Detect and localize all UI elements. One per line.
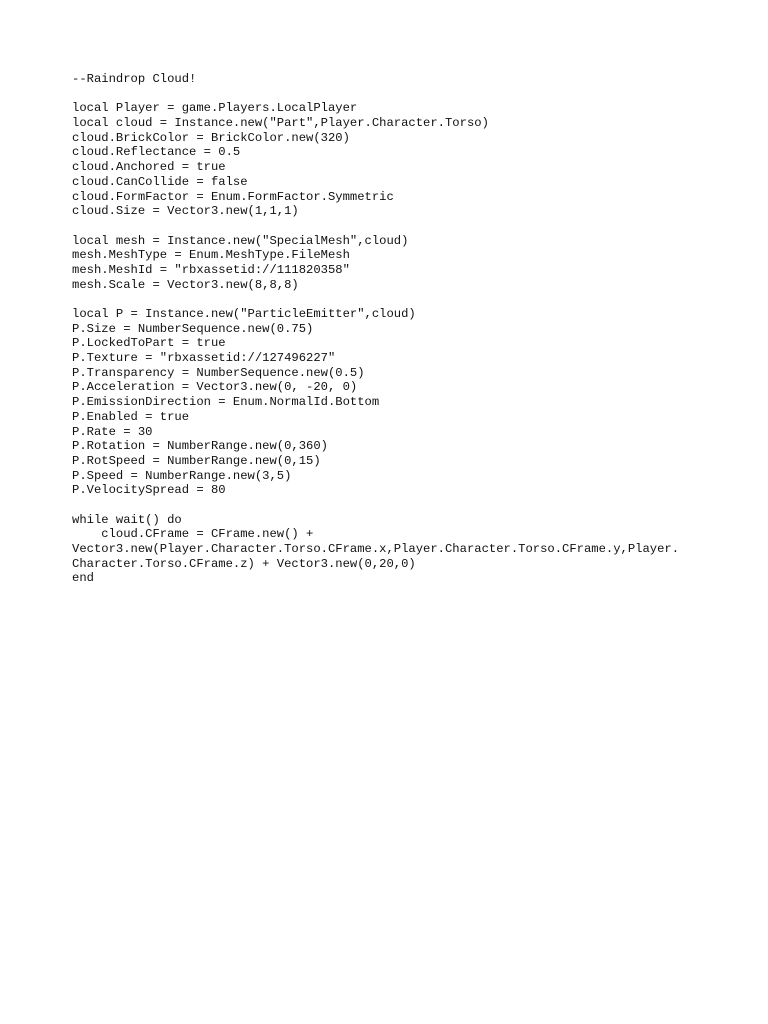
code-line: P.Enabled = true	[72, 409, 190, 424]
code-line: local mesh = Instance.new("SpecialMesh",cloud)	[72, 233, 409, 248]
code-line: Character.Torso.CFrame.z) + Vector3.new(0,20,0)	[72, 556, 416, 571]
blank-line	[72, 87, 732, 102]
code-line: cloud.Anchored = true	[72, 160, 226, 175]
blank-line	[72, 219, 732, 234]
code-line: P.Size = NumberSequence.new(0.75)	[72, 321, 314, 336]
code-line: cloud.BrickColor = BrickColor.new(320)	[72, 130, 350, 145]
code-line: P.RotSpeed = NumberRange.new(0,15)	[72, 453, 321, 468]
blank-line	[72, 292, 732, 307]
code-line: cloud.CanCollide = false	[72, 174, 248, 189]
code-line: mesh.Scale = Vector3.new(8,8,8)	[72, 277, 299, 292]
code-line: P.VelocitySpread = 80	[72, 483, 226, 498]
code-line: cloud.CFrame = CFrame.new() +	[72, 527, 314, 542]
code-line: end	[72, 571, 94, 586]
code-line: P.Rate = 30	[72, 424, 153, 439]
code-line: P.EmissionDirection = Enum.NormalId.Bottom	[72, 395, 380, 410]
code-line: P.Acceleration = Vector3.new(0, -20, 0)	[72, 380, 358, 395]
code-line: P.LockedToPart = true	[72, 336, 226, 351]
code-line: --Raindrop Cloud!	[72, 72, 197, 86]
code-line: mesh.MeshId = "rbxassetid://111820358"	[72, 262, 350, 277]
code-line: P.Texture = "rbxassetid://127496227"	[72, 351, 336, 366]
code-line: while wait() do	[72, 512, 182, 527]
code-line: P.Speed = NumberRange.new(3,5)	[72, 468, 292, 483]
code-line: local cloud = Instance.new("Part",Player.Character.Torso)	[72, 116, 489, 131]
code-line: mesh.MeshType = Enum.MeshType.FileMesh	[72, 248, 350, 263]
code-line: Vector3.new(Player.Character.Torso.CFrame.x,Player.Character.Torso.CFrame.y,Player.	[72, 542, 680, 556]
code-line: cloud.Size = Vector3.new(1,1,1)	[72, 204, 299, 219]
code-line: local P = Instance.new("ParticleEmitter",cloud)	[72, 307, 416, 321]
code-block	[72, 72, 732, 586]
code-line: cloud.FormFactor = Enum.FormFactor.Symmetric	[72, 189, 394, 204]
code-line: local Player = game.Players.LocalPlayer	[72, 101, 358, 116]
code-line: cloud.Reflectance = 0.5	[72, 145, 241, 160]
code-line: P.Transparency = NumberSequence.new(0.5)	[72, 365, 365, 380]
blank-line	[72, 498, 732, 513]
code-line: P.Rotation = NumberRange.new(0,360)	[72, 439, 328, 454]
